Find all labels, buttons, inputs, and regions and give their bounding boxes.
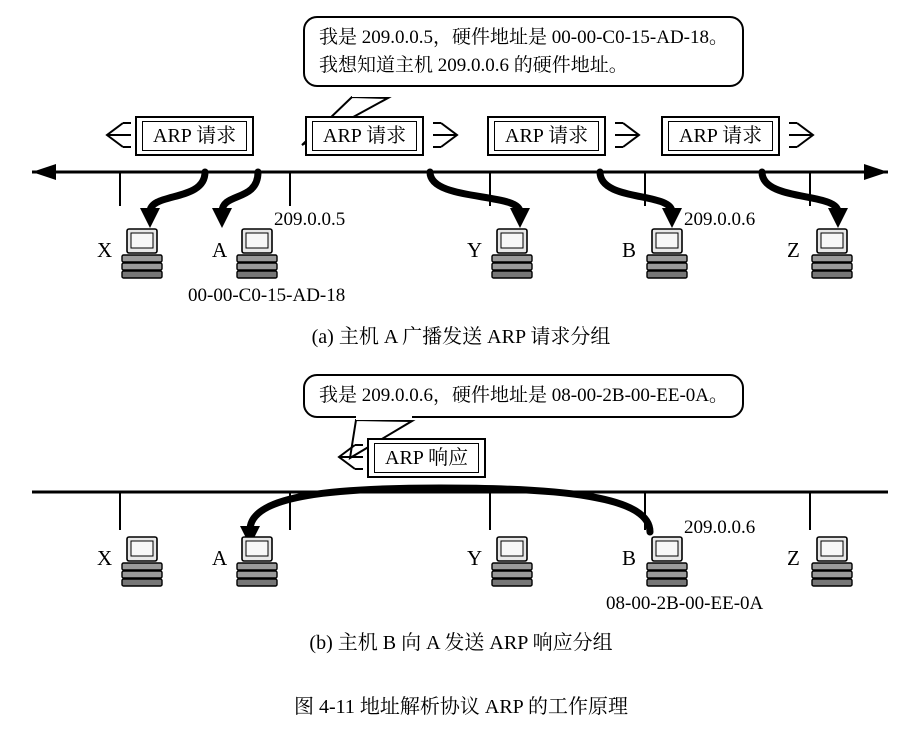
computer-icon-x-b	[119, 536, 165, 588]
panel-b-host-x-label: X	[97, 546, 113, 570]
figure-caption-wrap	[0, 694, 922, 720]
arrow-right-icon-a3	[613, 122, 643, 148]
panel-b-caption-wrap	[0, 630, 922, 656]
figure-caption: 图 4-11 地址解析协议 ARP 的工作原理	[293, 696, 629, 718]
computer-icon-a-a	[234, 228, 280, 280]
panel-b-host-b-mac: 08-00-2B-00-EE-0A	[606, 593, 764, 614]
panel-a-packet-2-label: ARP 请求	[312, 121, 417, 151]
panel-b-packet-1-label: ARP 响应	[374, 443, 479, 473]
panel-a-caption-wrap	[0, 324, 922, 350]
panel-b-host-z-label: Z	[787, 546, 800, 570]
panel-b-host-y-label: Y	[467, 546, 483, 570]
panel-b-caption: (b) 主机 B 向 A 发送 ARP 响应分组	[309, 632, 613, 654]
panel-a-host-a-ip: 209.0.0.5	[274, 209, 346, 230]
panel-a-packet-1-label: ARP 请求	[142, 121, 247, 151]
panel-a-bubble-line-2: 我想知道主机 209.0.0.6 的硬件地址。	[319, 54, 628, 76]
panel-b-host-b-label: B	[622, 546, 637, 570]
panel-a-host-z-label: Z	[787, 238, 800, 262]
panel-a-callout-bubble	[303, 16, 744, 87]
computer-icon-z-b	[809, 536, 855, 588]
panel-a-host-b-label: B	[622, 238, 637, 262]
panel-a-caption: (a) 主机 A 广播发送 ARP 请求分组	[311, 326, 611, 348]
panel-a-host-a-mac: 00-00-C0-15-AD-18	[188, 285, 346, 306]
arrow-right-icon-a2	[431, 122, 461, 148]
panel-a-bubble-line-1: 我是 209.0.0.5，硬件地址是 00-00-C0-15-AD-18。	[319, 27, 729, 48]
panel-a-host-y-label: Y	[467, 238, 483, 262]
computer-icon-a-b	[234, 536, 280, 588]
computer-icon-y-a	[489, 228, 535, 280]
arrow-right-icon-a4	[787, 122, 817, 148]
panel-b-bubble-line-1: 我是 209.0.0.6，硬件地址是 08-00-2B-00-EE-0A。	[319, 385, 728, 406]
computer-icon-b-b	[644, 536, 690, 588]
computer-icon-y-b	[489, 536, 535, 588]
computer-icon-b-a	[644, 228, 690, 280]
panel-a-host-x-label: X	[97, 238, 113, 262]
panel-a-packet-4-label: ARP 请求	[668, 121, 773, 151]
panel-a-packet-3-label: ARP 请求	[494, 121, 599, 151]
arrow-left-icon-b1	[337, 444, 367, 470]
panel-b-callout-bubble	[303, 374, 744, 418]
arrow-left-icon-a1	[105, 122, 135, 148]
panel-b-host-a-label: A	[212, 546, 228, 570]
computer-icon-z-a	[809, 228, 855, 280]
panel-b-host-b-ip: 209.0.0.6	[684, 517, 756, 538]
panel-a-host-b-ip: 209.0.0.6	[684, 209, 756, 230]
computer-icon-x-a	[119, 228, 165, 280]
panel-a-host-a-label: A	[212, 238, 228, 262]
